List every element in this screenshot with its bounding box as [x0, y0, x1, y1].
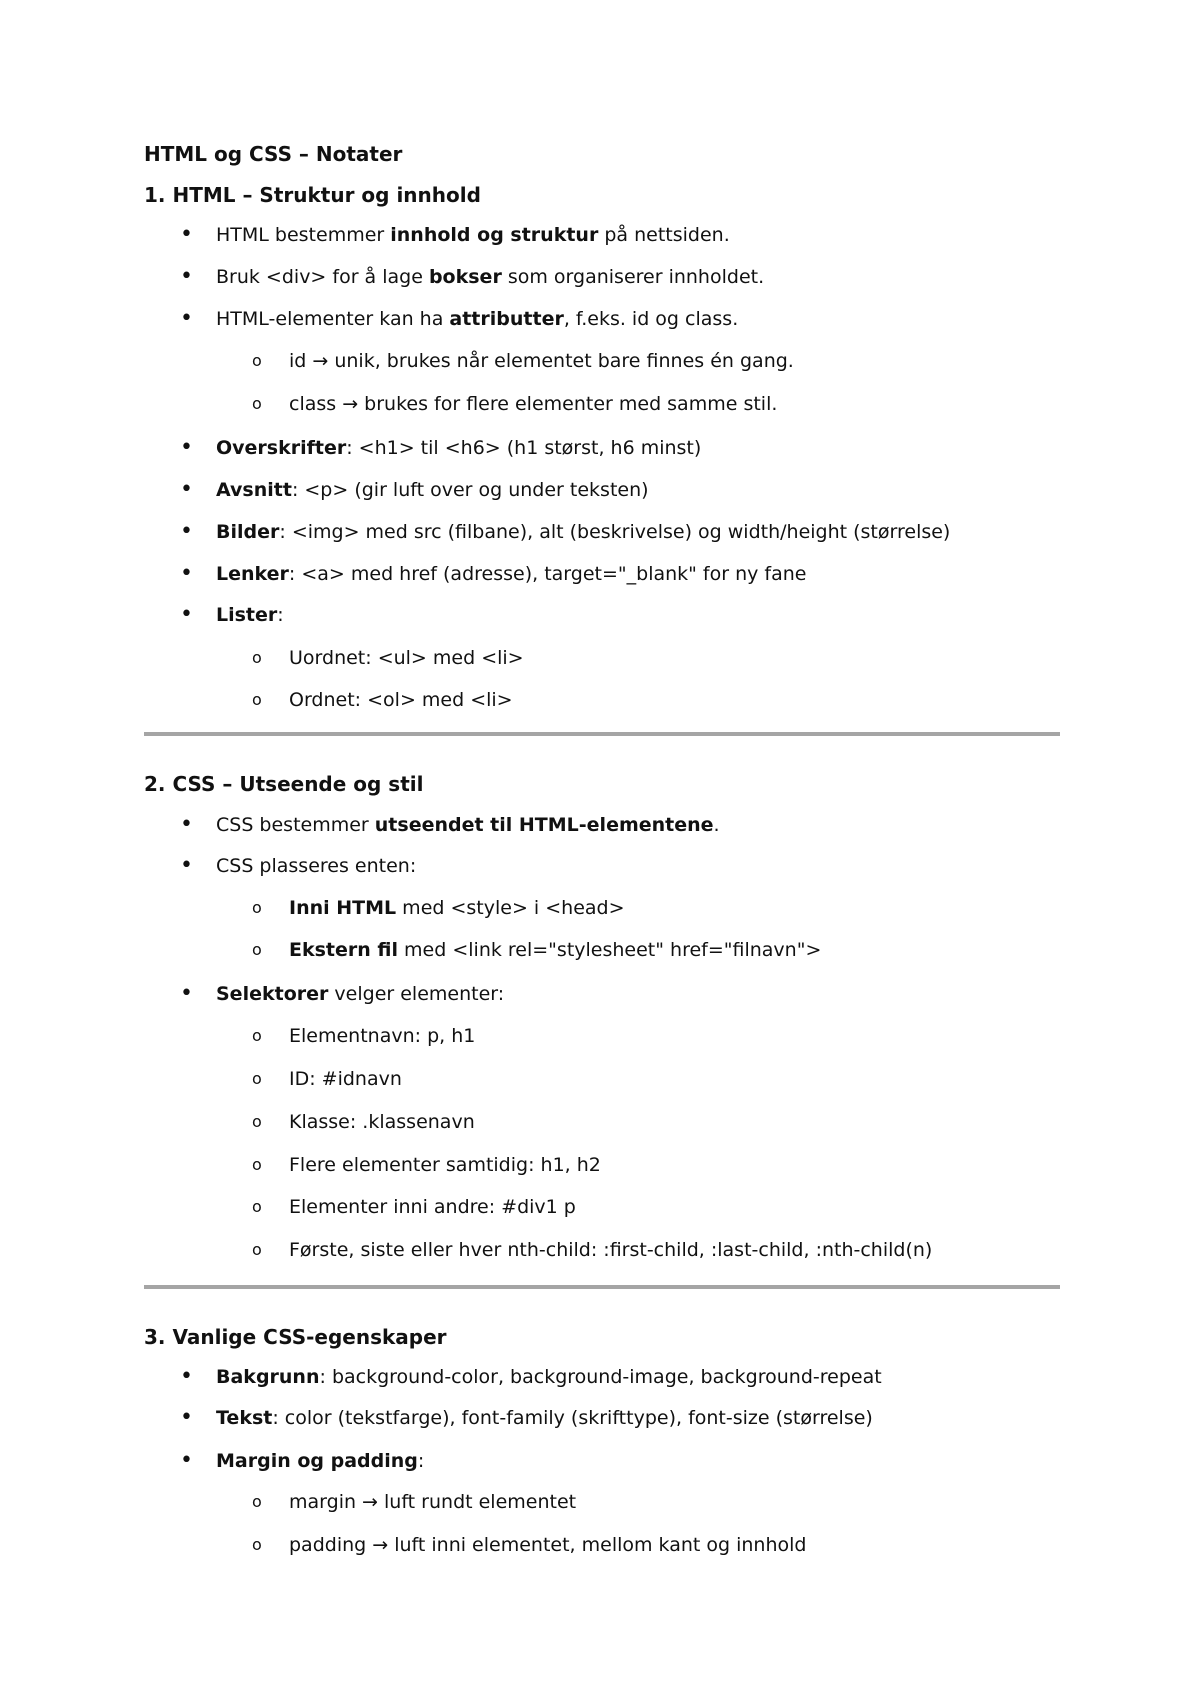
text-run: margin → luft rundt elementet: [289, 1491, 577, 1513]
list-item-text: [289, 936, 821, 964]
text-run: : <img> med src (filbane), alt (beskrivelse) og width/height (størrelse): [279, 521, 951, 543]
list-item-text: [216, 434, 701, 462]
list-item-text: [289, 894, 625, 922]
circle-bullet-icon: o: [252, 1492, 262, 1511]
bullet-icon: •: [180, 222, 193, 247]
bold-text: Lister: [216, 604, 278, 626]
list-item-text: [216, 980, 504, 1008]
text-run: på nettsiden.: [598, 224, 730, 246]
list-item-text: [216, 263, 764, 291]
bullet-icon: •: [180, 602, 193, 627]
text-run: Første, siste eller hver nth-child: :first-child, :last-child, :nth-child(n): [289, 1239, 933, 1261]
text-run: : color (tekstfarge), font-family (skrifttype), font-size (størrelse): [272, 1407, 873, 1429]
list-item-text: [289, 1531, 806, 1559]
bold-text: Bakgrunn: [216, 1366, 320, 1388]
list-item-text: [216, 221, 730, 249]
text-run: som organiserer innholdet.: [501, 266, 765, 288]
text-run: Elementnavn: p, h1: [289, 1025, 476, 1047]
list-item-text: [289, 390, 777, 418]
bold-text: innhold og struktur: [390, 224, 599, 246]
bold-text: Tekst: [216, 1407, 273, 1429]
horizontal-divider: [144, 1285, 1060, 1289]
text-run: id → unik, brukes når elementet bare finnes én gang.: [289, 350, 794, 372]
list-item-text: [289, 644, 524, 672]
bold-text: Inni HTML: [289, 897, 397, 919]
section-heading: 1. HTML – Struktur og innhold: [144, 183, 481, 207]
list-item-text: [216, 1363, 882, 1391]
bold-text: Bilder: [216, 521, 280, 543]
bullet-icon: •: [180, 306, 193, 331]
list-item-text: [216, 1447, 424, 1475]
list-item-text: [289, 1108, 475, 1136]
text-run: , f.eks. id og class.: [563, 308, 739, 330]
bullet-icon: •: [180, 1448, 193, 1473]
bullet-icon: •: [180, 1364, 193, 1389]
text-run: :: [277, 604, 284, 626]
bullet-icon: •: [180, 435, 193, 460]
bullet-icon: •: [180, 1405, 193, 1430]
text-run: CSS bestemmer: [216, 814, 375, 836]
list-item-text: [289, 1236, 932, 1264]
section-heading: 2. CSS – Utseende og stil: [144, 772, 424, 796]
bullet-icon: •: [180, 853, 193, 878]
list-item-text: [216, 518, 950, 546]
list-item-text: [289, 1488, 576, 1516]
list-item-text: [216, 305, 738, 333]
list-item-text: [289, 686, 513, 714]
bold-text: Selektorer: [216, 983, 329, 1005]
circle-bullet-icon: o: [252, 1026, 262, 1045]
bullet-icon: •: [180, 477, 193, 502]
text-run: : <a> med href (adresse), target="_blank" for ny fane: [288, 563, 807, 585]
bold-text: Overskrifter: [216, 437, 347, 459]
horizontal-divider: [144, 732, 1060, 736]
list-item-text: [289, 347, 794, 375]
circle-bullet-icon: o: [252, 1197, 262, 1216]
text-run: : <h1> til <h6> (h1 størst, h6 minst): [346, 437, 702, 459]
text-run: med <style> i <head>: [396, 897, 625, 919]
bullet-icon: •: [180, 264, 193, 289]
bullet-icon: •: [180, 561, 193, 586]
text-run: :: [417, 1450, 425, 1472]
list-item-text: [216, 476, 649, 504]
text-run: ID: #idnavn: [289, 1068, 402, 1090]
text-run: Elementer inni andre: #div1 p: [289, 1196, 576, 1218]
list-item-text: [216, 811, 720, 839]
circle-bullet-icon: o: [252, 1112, 262, 1131]
document-title: HTML og CSS – Notater: [144, 142, 403, 166]
list-item-text: [289, 1022, 475, 1050]
section-heading: 3. Vanlige CSS-egenskaper: [144, 1325, 447, 1349]
text-run: : background-color, background-image, background-repeat: [319, 1366, 882, 1388]
circle-bullet-icon: o: [252, 394, 262, 413]
text-run: Bruk <div> for å lage: [216, 266, 429, 288]
list-item-text: [216, 1404, 873, 1432]
circle-bullet-icon: o: [252, 940, 262, 959]
bold-text: Lenker: [216, 563, 289, 585]
text-run: padding → luft inni elementet, mellom kant og innhold: [289, 1534, 807, 1556]
circle-bullet-icon: o: [252, 1069, 262, 1088]
text-run: class → brukes for flere elementer med samme stil.: [289, 393, 778, 415]
list-item-text: [216, 601, 284, 629]
bold-text: Avsnitt: [216, 479, 292, 501]
bold-text: utseendet til HTML-elementene: [374, 814, 714, 836]
bold-text: attributter: [449, 308, 564, 330]
text-run: Flere elementer samtidig: h1, h2: [289, 1154, 601, 1176]
bullet-icon: •: [180, 519, 193, 544]
circle-bullet-icon: o: [252, 1535, 262, 1554]
list-item-text: [216, 852, 416, 880]
text-run: Klasse: .klassenavn: [289, 1111, 475, 1133]
bullet-icon: •: [180, 981, 193, 1006]
bold-text: bokser: [428, 266, 502, 288]
text-run: HTML-elementer kan ha: [216, 308, 450, 330]
text-run: Uordnet: <ul> med <li>: [289, 647, 524, 669]
list-item-text: [216, 560, 807, 588]
circle-bullet-icon: o: [252, 1240, 262, 1259]
text-run: .: [713, 814, 720, 836]
list-item-text: [289, 1151, 601, 1179]
list-item-text: [289, 1065, 402, 1093]
text-run: velger elementer:: [328, 983, 505, 1005]
circle-bullet-icon: o: [252, 690, 262, 709]
text-run: med <link rel="stylesheet" href="filnavn">: [398, 939, 822, 961]
circle-bullet-icon: o: [252, 1155, 262, 1174]
circle-bullet-icon: o: [252, 898, 262, 917]
circle-bullet-icon: o: [252, 351, 262, 370]
list-item-text: [289, 1193, 576, 1221]
circle-bullet-icon: o: [252, 648, 262, 667]
bullet-icon: •: [180, 812, 193, 837]
text-run: HTML bestemmer: [216, 224, 391, 246]
bold-text: Ekstern fil: [289, 939, 398, 961]
text-run: : <p> (gir luft over og under teksten): [291, 479, 649, 501]
text-run: CSS plasseres enten:: [216, 855, 417, 877]
bold-text: Margin og padding: [216, 1450, 418, 1472]
text-run: Ordnet: <ol> med <li>: [289, 689, 513, 711]
